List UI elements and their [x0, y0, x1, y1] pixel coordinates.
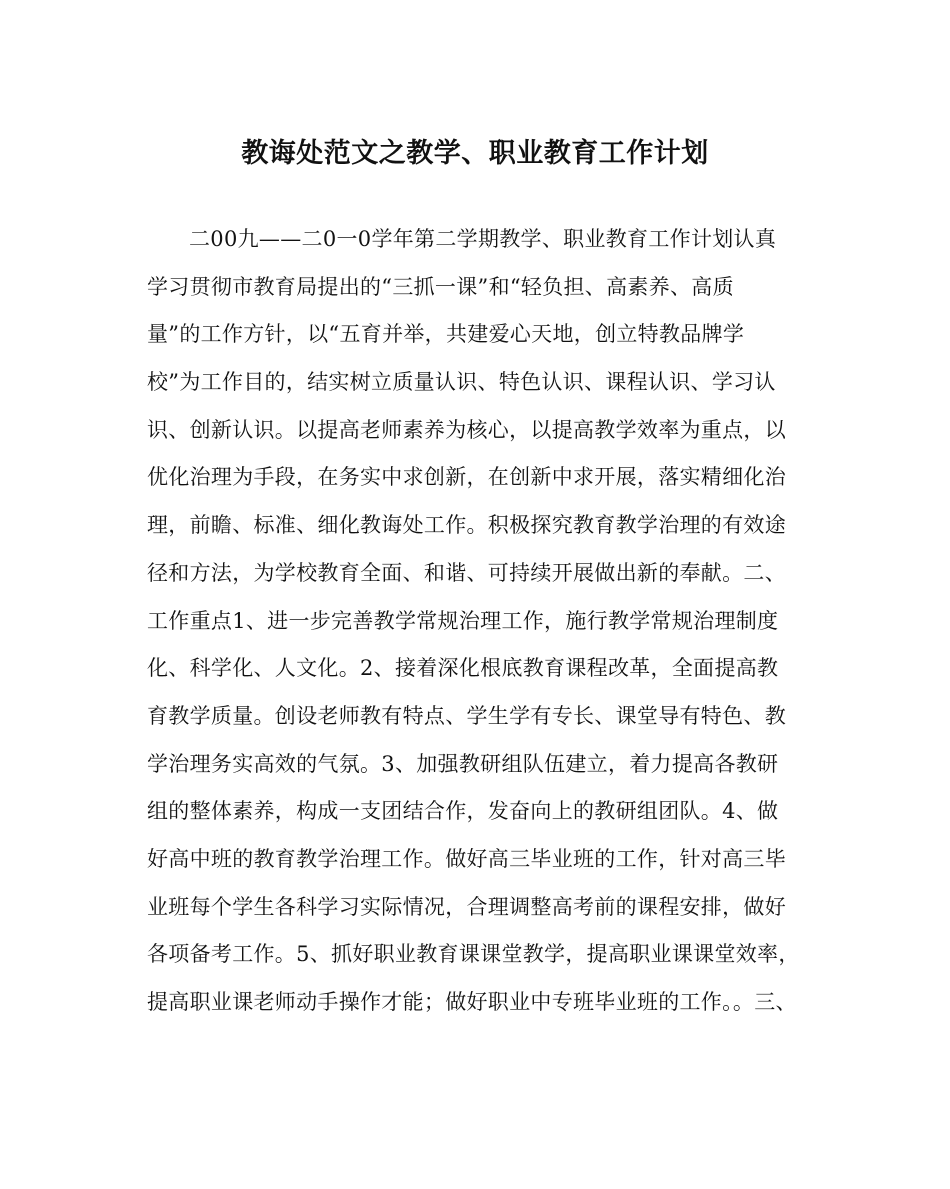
body-line: 校”为工作目的，结实树立质量认识、特色认识、课程认识、学习认	[147, 370, 776, 395]
body-line: 好高中班的教育教学治理工作。做好高三毕业班的工作，针对高三毕	[147, 846, 786, 871]
document-title: 教诲处范文之教学、职业教育工作计划	[241, 138, 709, 169]
document-body	[147, 222, 827, 1033]
body-line: 理，前瞻、标准、细化教诲处工作。积极探究教育教学治理的有效途	[147, 513, 786, 538]
body-line: 量”的工作方针，以“五育并举，共建爱心天地，创立特教品牌学	[147, 322, 745, 347]
body-line: 提高职业课老师动手操作才能；做好职业中专班毕业班的工作。。三、	[147, 990, 797, 1014]
body-line: 学治理务实高效的气氛。3、加强教研组队伍建立，着力提高各教研	[147, 751, 779, 776]
body-line: 组的整体素养，构成一支团结合作，发奋向上的教研组团队。4、做	[147, 799, 779, 824]
body-line: 业班每个学生各科学习实际情况，合理调整高考前的课程安排，做好	[147, 894, 786, 919]
body-line: 学习贯彻市教育局提出的“三抓一课”和“轻负担、高素养、高质	[147, 274, 734, 299]
body-line: 径和方法，为学校教育全面、和谐、可持续开展做出新的奉献。二、	[147, 560, 786, 585]
body-line: 育教学质量。创设老师教有特点、学生学有专长、课堂导有特色、教	[147, 703, 786, 728]
body-line: 化、科学化、人文化。2、接着深化根底教育课程改革，全面提高教	[147, 656, 779, 681]
body-line: 识、创新认识。以提高老师素养为核心，以提高教学效率为重点，以	[147, 417, 786, 442]
body-line: 优化治理为手段，在务实中求创新，在创新中求开展，落实精细化治	[147, 465, 786, 490]
body-line: 二00九——二0一0学年第二学期教学、职业教育工作计划认真	[189, 227, 777, 251]
body-line: 工作重点1、进一步完善教学常规治理工作，施行教学常规治理制度	[147, 608, 779, 633]
body-line: 各项备考工作。5、抓好职业教育课课堂教学，提高职业课课堂效率，	[147, 942, 800, 967]
